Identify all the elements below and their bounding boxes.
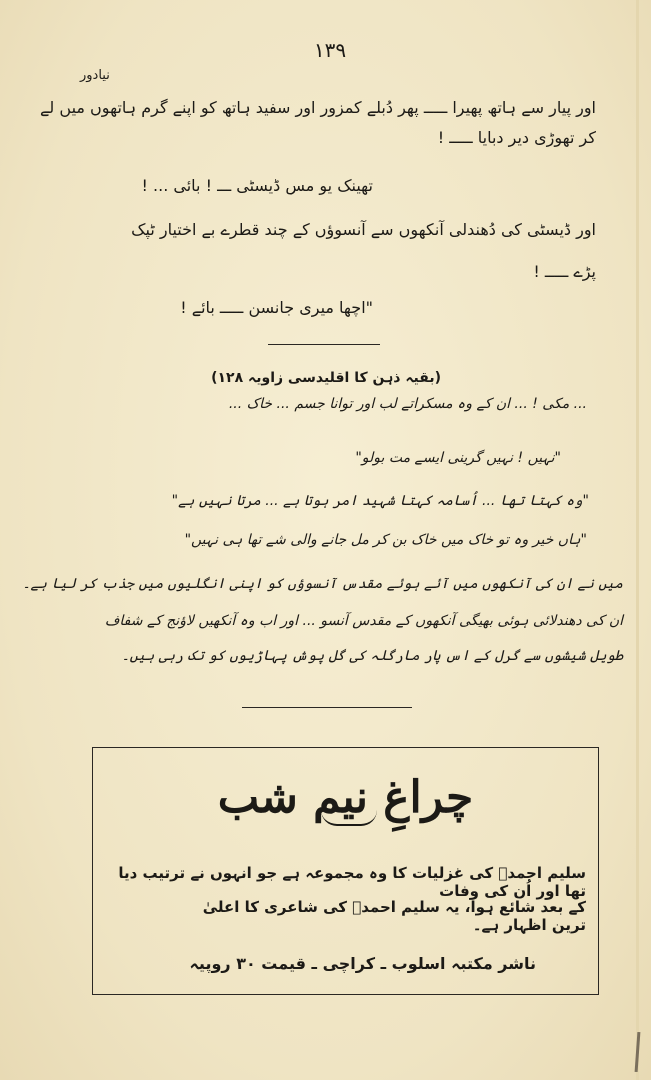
title-swash-ornament (321, 810, 377, 826)
story-line: "اچھا میری جانسن ـــــ بائے ! (180, 298, 373, 317)
ad-publisher-price: ناشر مکتبہ اسلوب ـ کراچی ـ قیمت ۳۰ روپیہ (189, 954, 536, 973)
page-number: ١٣٩ (313, 38, 347, 62)
continuation-line: "وہ کہتا تھا ... اُسامہ کہتا شہید امر ہوتا ہے ... مرتا نہیں ہے" (171, 493, 589, 509)
story-line: پڑے ـــــ ! (533, 262, 596, 281)
ad-description-line: کے بعد شائع ہوا، یہ سلیم احمدؒ کی شاعری کا اعلیٰ ترین اظہار ہے۔ (202, 898, 586, 934)
continuation-heading: (بقیہ ذہن کا اقلیدسی زاویہ ۱۲۸) (211, 370, 441, 386)
continuation-line: "ہاں خیر وہ تو خاک میں خاک بن کر مل جانے والی شے تھا ہی نہیں" (184, 532, 587, 548)
story-line: اور پیار سے ہاتھ پھیرا ـــــ پھر دُبلے کمزور اور سفید ہاتھ کو اپنے گرم ہاتھوں میں لے (40, 98, 596, 117)
ad-description-line: سلیم احمدؒ کی غزلیات کا وہ مجموعہ ہے جو انہوں نے ترتیب دیا تھا اور اُن کی وفات (118, 864, 586, 900)
section-divider (268, 344, 380, 345)
running-head: نیادور (80, 68, 110, 83)
section-divider (242, 707, 412, 708)
story-line: کر تھوڑی دیر دبایا ـــــ ! (437, 128, 596, 147)
story-line: تھینک یو مس ڈیسٹی ـــ ! بائی ... ! (141, 176, 373, 195)
ad-book-title: چراغِ نیم شب (217, 772, 474, 823)
continuation-line: ... مکی ! ... ان کے وہ مسکراتے لب اور توانا جسم ... خاک ... (228, 396, 587, 412)
story-line: اور ڈیسٹی کی دُھندلی آنکھوں سے آنسوؤں کے چند قطرے بے اختیار ٹپک (131, 220, 596, 239)
continuation-line: ان کی دھندلائی ہوئی بھیگی آنکھوں کے مقدس آنسو ... اور اب وہ آنکھیں لاؤنج کے شفاف (104, 613, 623, 629)
book-advertisement (92, 747, 599, 995)
page-binding-edge (636, 0, 639, 1080)
continuation-line: طویل شیشوں سے گرل کے اس پار مارگلہ کی گل پوش پہاڑیوں کو تک رہی ہیں۔ (121, 648, 623, 664)
continuation-line: "نہیں ! نہیں گرینی ایسے مت بولو" (355, 450, 561, 466)
continuation-line: میں نے ان کی آنکھوں میں آئے ہوئے مقدس آنسوؤں کو اپنی انگلیوں میں جذب کر لیا ہے۔ (22, 576, 623, 592)
